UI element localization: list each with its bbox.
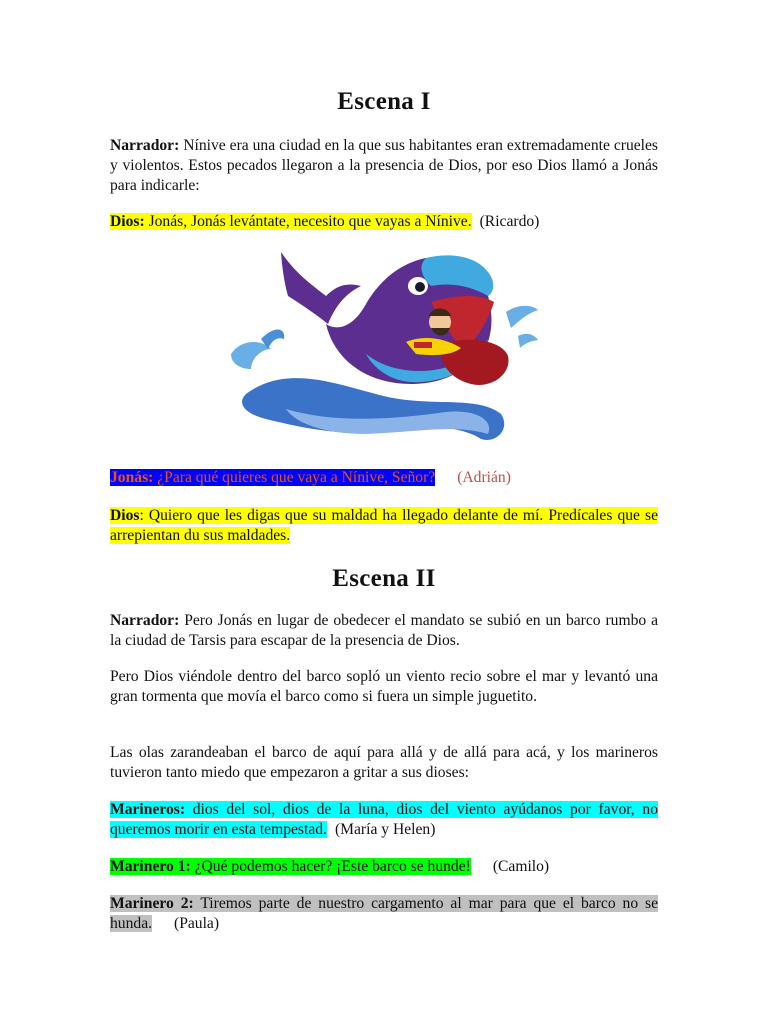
dios-line-1 xyxy=(110,212,658,232)
narrator-label: Narrador: xyxy=(110,137,180,154)
dios-line-2 xyxy=(110,506,658,546)
dios-2-text: : Quiero que les digas que su maldad ha llegado delante de mí. Predícales que se arrepientan du sus maldades. xyxy=(110,507,658,544)
dios-label: Dios: xyxy=(110,213,145,230)
scene-1-narrator-paragraph xyxy=(110,136,658,196)
jonas-actor: (Adrián) xyxy=(457,469,511,486)
scene-2-narrator-paragraph xyxy=(110,611,658,651)
dios-text: Jonás, Jonás levántate, necesito que vayas a Nínive. xyxy=(148,213,472,230)
jonas-text: ¿Para qué quieres que vaya a Nínive, Señor? xyxy=(157,469,436,486)
marinero-2-text: Tiremos parte de nuestro cargamento al mar para que el barco no se hunda. xyxy=(110,895,659,932)
scene-1-title: Escena I xyxy=(337,88,431,115)
marineros-actor: (María y Helen) xyxy=(334,821,436,838)
narrator-2-text: Pero Jonás en lugar de obedecer el mandato se subió en un barco rumbo a la ciudad de Tarsis para escapar de la presencia de Dios. xyxy=(110,612,658,649)
marinero-2-label: Marinero 2: xyxy=(110,895,194,912)
marinero-1-label: Marinero 1: xyxy=(110,858,191,875)
storm-paragraph: Pero Dios viéndole dentro del barco sopló un viento recio sobre el mar y levantó una gran tormenta que movía el barco como si fuera un simple juguetito. xyxy=(110,668,658,705)
marinero-1-highlight xyxy=(110,858,471,875)
marineros-text: dios del sol, dios de la luna, dios del viento ayúdanos por favor, no queremos morir en esta tempestad. xyxy=(110,801,658,838)
marinero-1-line xyxy=(110,857,658,877)
marinero-1-text: ¿Qué podemos hacer? ¡Este barco se hunde! xyxy=(194,858,471,875)
marinero-2-actor: (Paula) xyxy=(174,915,220,932)
jonas-line xyxy=(110,468,658,488)
dios-actor: (Ricardo) xyxy=(479,213,540,230)
dios-highlight xyxy=(110,213,472,230)
marineros-label: Marineros: xyxy=(110,801,186,818)
dios-2-highlight xyxy=(110,507,658,544)
marinero-1-actor: (Camilo) xyxy=(492,858,550,875)
scene-2-title: Escena II xyxy=(332,565,436,592)
waves-paragraph: Las olas zarandeaban el barco de aquí para allá y de allá para acá, y los marineros tuvieron tanto miedo que empezaron a gritar a sus dioses: xyxy=(110,744,658,781)
marineros-line xyxy=(110,800,658,840)
narrator-2-label: Narrador: xyxy=(110,612,180,629)
whale-swallowing-jonah-icon xyxy=(226,244,542,454)
marinero-2-line xyxy=(110,894,658,934)
jonas-highlight xyxy=(110,469,435,486)
dios-2-label: Dios xyxy=(110,507,140,524)
narrator-text: Nínive era una ciudad en la que sus habitantes eran extremadamente crueles y violentos. Estos pecados llegaron a la presencia de Dios, por eso Dios llamó a Jonás para indicarle: xyxy=(110,137,658,194)
jonas-label: Jonás: xyxy=(110,469,154,486)
